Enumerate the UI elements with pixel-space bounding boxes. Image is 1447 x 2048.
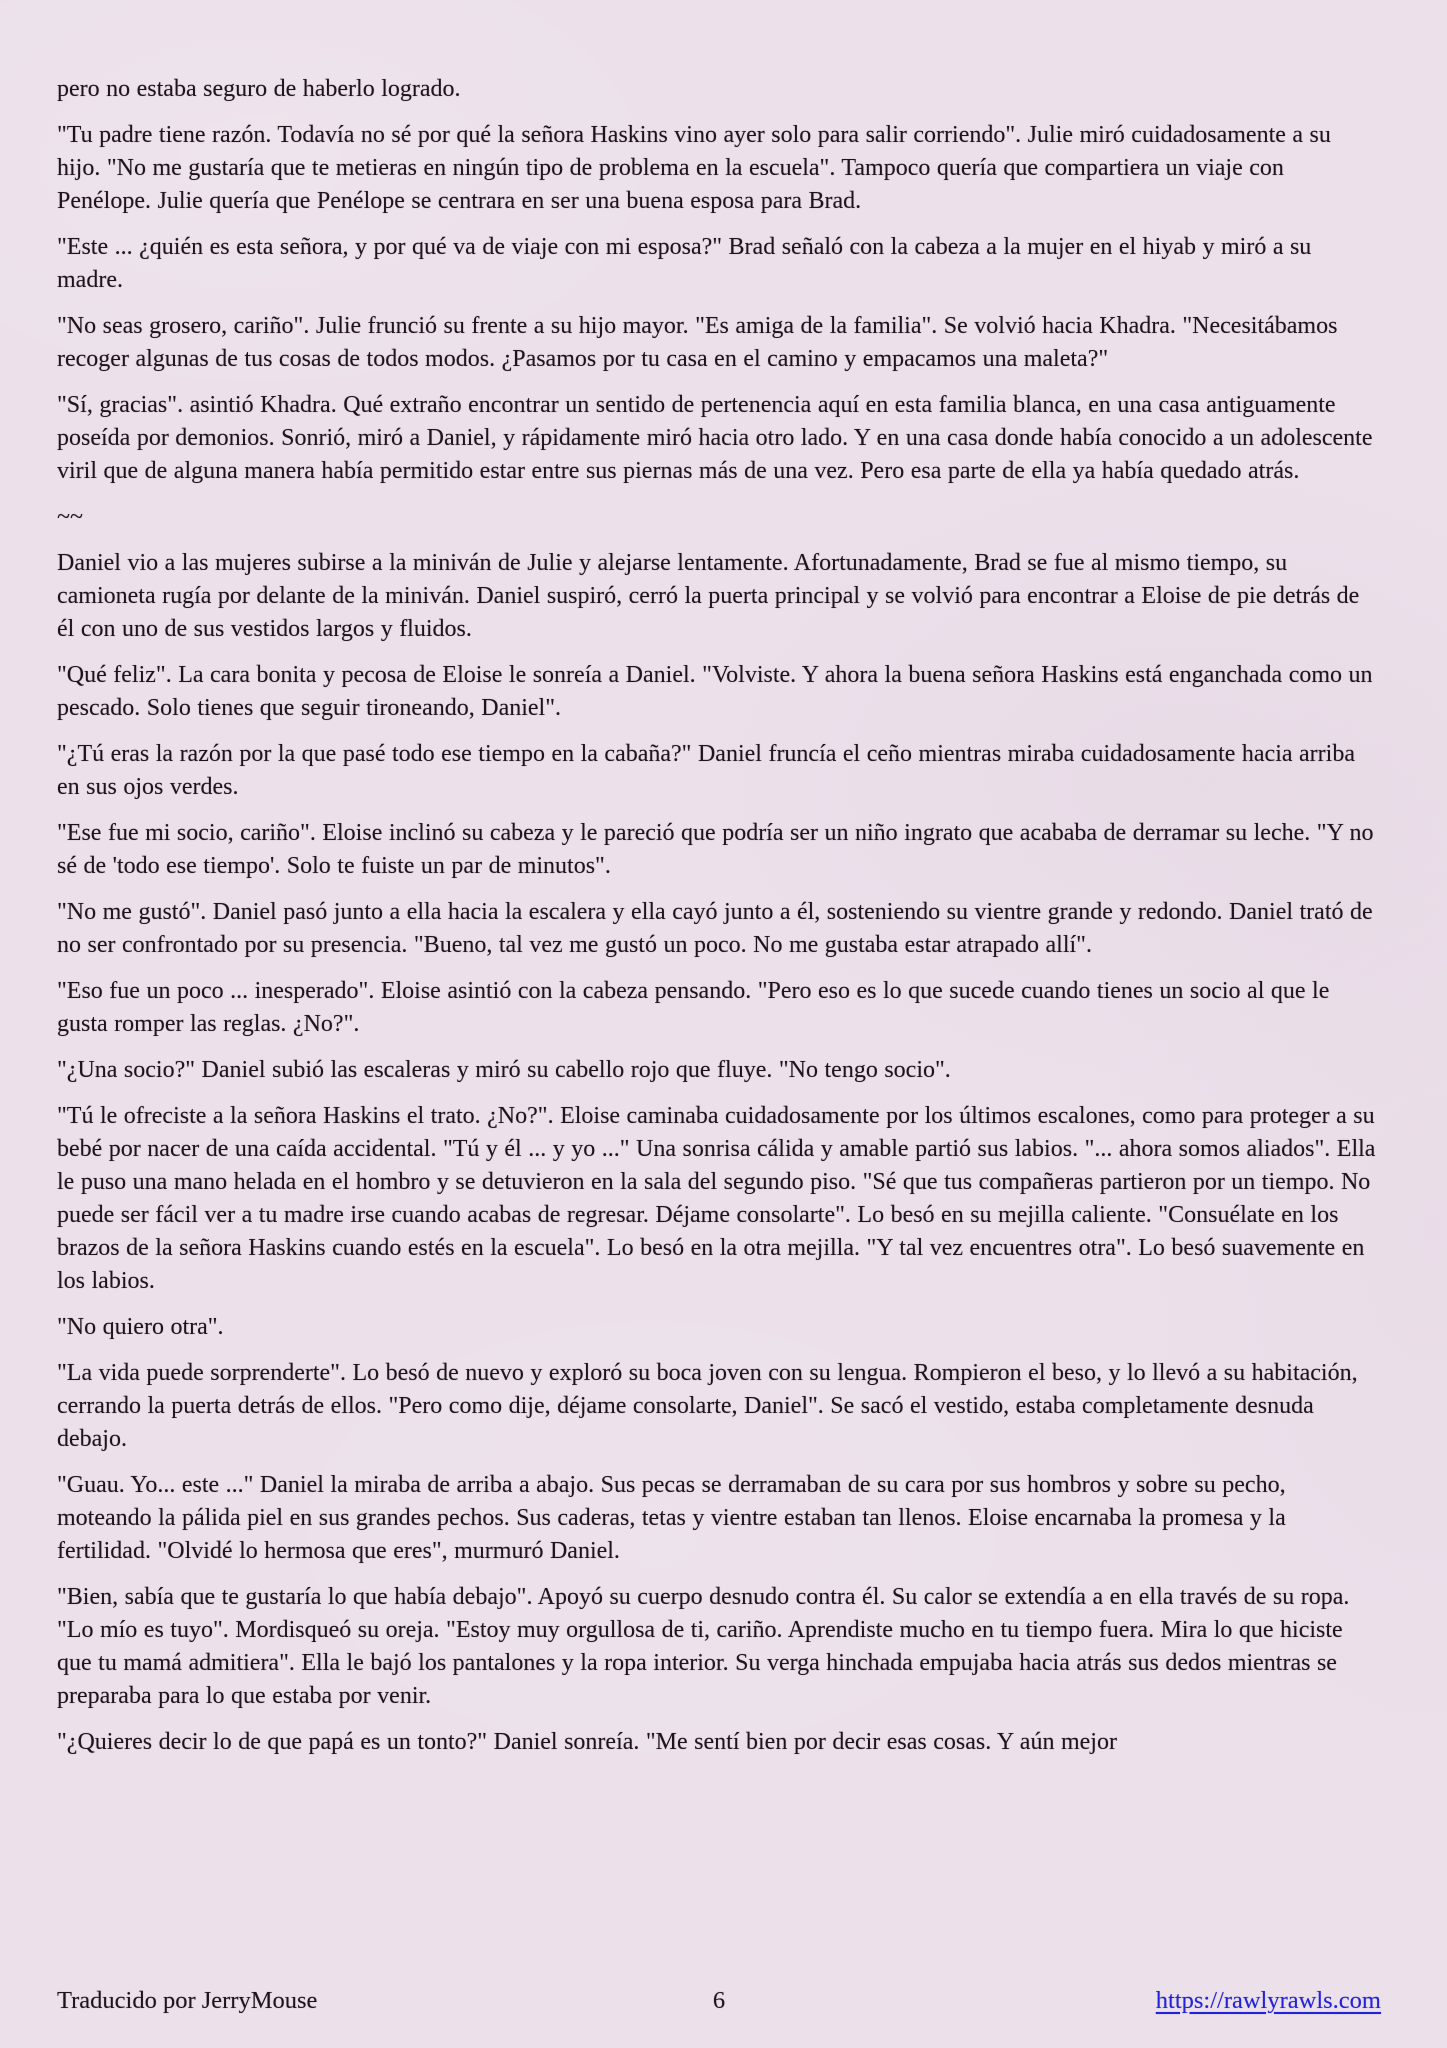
story-paragraph: "La vida puede sorprenderte". Lo besó de nuevo y exploró su boca joven con su lengua. Rompieron el beso, y lo llevó a su habitación, cerrando la puerta detrás de ellos. "Pero como dije, déjame consolarte, Daniel". Se sacó el vestido, estaba completamente desnuda debajo. — [57, 1360, 1358, 1452]
page-number: 6 — [712, 1987, 726, 2014]
story-paragraph: "Eso fue un poco ... inesperado". Eloise asintió con la cabeza pensando. "Pero eso es lo que sucede cuando tienes un socio al que le gusta romper las reglas. ¿No?". — [57, 978, 1330, 1037]
story-paragraph: "Tú le ofreciste a la señora Haskins el trato. ¿No?". Eloise caminaba cuidadosamente por los últimos escalones, como para proteger a su bebé por nacer de una caída accidental. "Tú y él ... y yo ..." Una sonrisa cálida y amable partió sus labios. "... ahora somos aliados". Ella le puso una mano helada en el hombro y se detuvieron en la sala del segundo piso. "Sé que tus compañeras partieron por un tiempo. No puede ser fácil ver a tu madre irse cuando acabas de regresar. Déjame consolarte". Lo besó en su mejilla caliente. "Consuélate en los brazos de la señora Haskins cuando estés en la escuela". Lo besó en la otra mejilla. "Y tal vez encuentres otra". Lo besó suavemente en los labios. — [57, 1103, 1376, 1294]
translator-credit: Traducido por JerryMouse — [57, 1987, 318, 2014]
scene-break: ~~ — [57, 504, 83, 530]
story-paragraph: "No quiero otra". — [57, 1314, 224, 1340]
story-paragraph: "¿Tú eras la razón por la que pasé todo ese tiempo en la cabaña?" Daniel fruncía el ceño mientras miraba cuidadosamente hacia arriba en sus ojos verdes. — [57, 741, 1355, 800]
story-paragraph: "No seas grosero, cariño". Julie frunció su frente a su hijo mayor. "Es amiga de la familia". Se volvió hacia Khadra. "Necesitábamos recoger algunas de tus cosas de todos modos. ¿Pasamos por tu casa en el camino y empacamos una maleta?" — [57, 313, 1338, 372]
story-paragraph: "No me gustó". Daniel pasó junto a ella hacia la escalera y ella cayó junto a él, sosteniendo su vientre grande y redondo. Daniel trató de no ser confrontado por su presencia. "Bueno, tal vez me gustó un poco. No me gustaba estar atrapado allí". — [57, 899, 1373, 958]
story-text-block — [57, 73, 1379, 1978]
story-paragraph: "Sí, gracias". asintió Khadra. Qué extraño encontrar un sentido de pertenencia aquí en esta familia blanca, en una casa antiguamente poseída por demonios. Sonrió, miró a Daniel, y rápidamente miró hacia otro lado. Y en una casa donde había conocido a un adolescente viril que de alguna manera había permitido estar entre sus piernas más de una vez. Pero esa parte de ella ya había quedado atrás. — [57, 392, 1373, 484]
website-link[interactable]: https://rawlyrawls.com — [1155, 1987, 1381, 2014]
story-paragraph: "Ese fue mi socio, cariño". Eloise inclinó su cabeza y le pareció que podría ser un niño ingrato que acababa de derramar su leche. "Y no sé de 'todo ese tiempo'. Solo te fuiste un par de minutos". — [57, 820, 1374, 879]
story-paragraph: Daniel vio a las mujeres subirse a la miniván de Julie y alejarse lentamente. Afortunadamente, Brad se fue al mismo tiempo, su camioneta rugía por delante de la miniván. Daniel suspiró, cerró la puerta principal y se volvió para encontrar a Eloise de pie detrás de él con uno de sus vestidos largos y fluidos. — [57, 550, 1360, 642]
page-footer — [57, 1984, 1381, 2018]
story-paragraph: "Qué feliz". La cara bonita y pecosa de Eloise le sonreía a Daniel. "Volviste. Y ahora la buena señora Haskins está enganchada como un pescado. Solo tienes que seguir tironeando, Daniel". — [57, 662, 1373, 721]
story-paragraph: "¿Una socio?" Daniel subió las escaleras y miró su cabello rojo que fluye. "No tengo socio". — [57, 1057, 951, 1083]
story-paragraph: "Guau. Yo... este ..." Daniel la miraba de arriba a abajo. Sus pecas se derramaban de su cara por sus hombros y sobre su pecho, moteando la pálida piel en sus grandes pechos. Sus caderas, tetas y vientre estaban tan llenos. Eloise encarnaba la promesa y la fertilidad. "Olvidé lo hermosa que eres", murmuró Daniel. — [57, 1472, 1286, 1564]
story-paragraph: "Este ... ¿quién es esta señora, y por qué va de viaje con mi esposa?" Brad señaló con la cabeza a la mujer en el hiyab y miró a su madre. — [57, 234, 1312, 293]
story-paragraph: pero no estaba seguro de haberlo logrado. — [57, 76, 461, 102]
story-paragraph: "Bien, sabía que te gustaría lo que había debajo". Apoyó su cuerpo desnudo contra él. Su calor se extendía a en ella través de su ropa. "Lo mío es tuyo". Mordisqueó su oreja. "Estoy muy orgullosa de ti, cariño. Aprendiste mucho en tu tiempo fuera. Mira lo que hiciste que tu mamá admitiera". Ella le bajó los pantalones y la ropa interior. Su verga hinchada empujaba hacia atrás sus dedos mientras se preparaba para lo que estaba por venir. — [57, 1584, 1350, 1709]
story-paragraph: "Tu padre tiene razón. Todavía no sé por qué la señora Haskins vino ayer solo para salir corriendo". Julie miró cuidadosamente a su hijo. "No me gustaría que te metieras en ningún tipo de problema en la escuela". Tampoco quería que compartiera un viaje con Penélope. Julie quería que Penélope se centrara en ser una buena esposa para Brad. — [57, 122, 1331, 214]
story-paragraph: "¿Quieres decir lo de que papá es un tonto?" Daniel sonreía. "Me sentí bien por decir esas cosas. Y aún mejor — [57, 1729, 1117, 1755]
